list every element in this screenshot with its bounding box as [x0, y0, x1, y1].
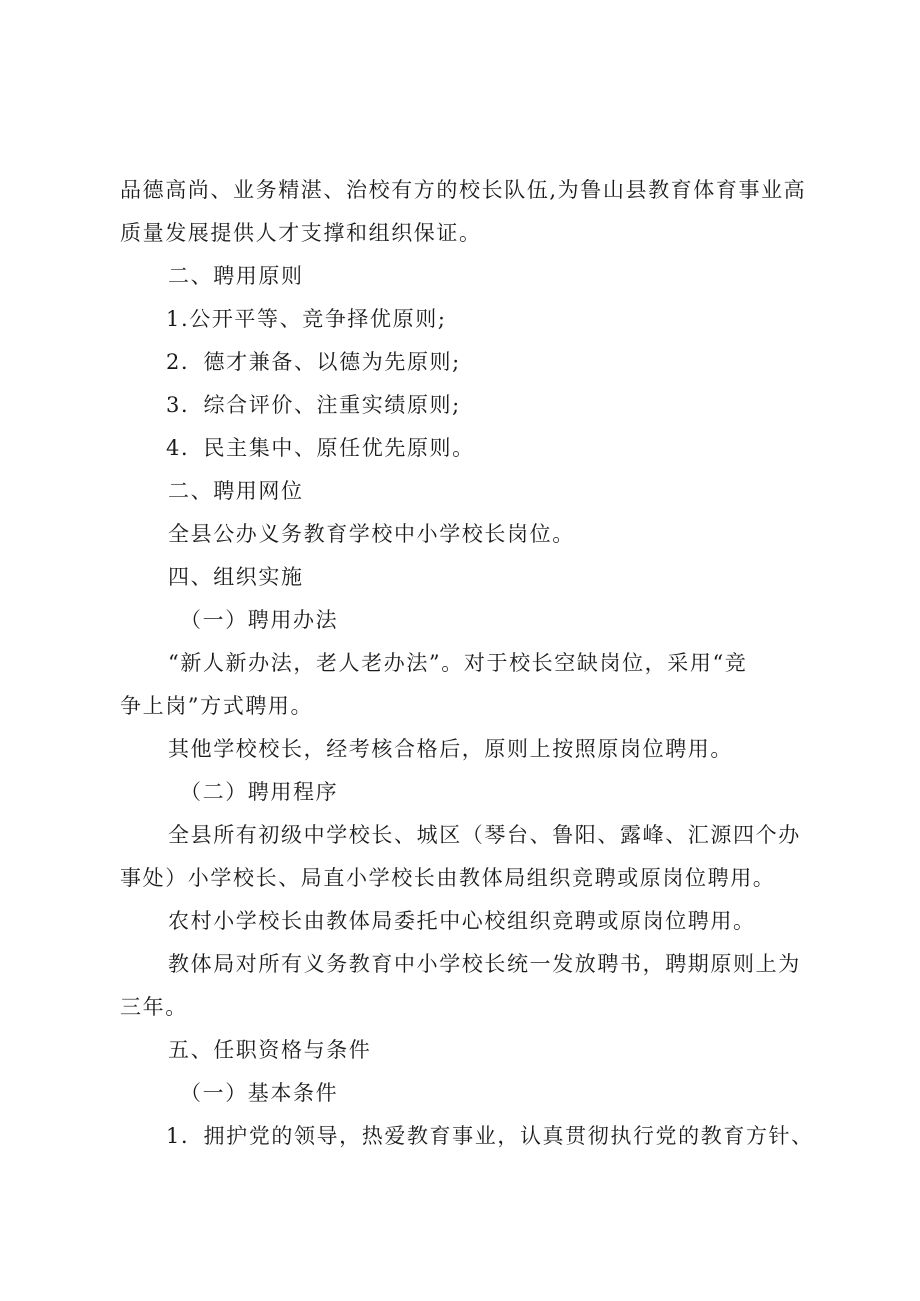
subsection-heading: （一）基本条件 — [180, 1081, 339, 1105]
section-heading: 二、聘用原则 — [168, 264, 304, 288]
paragraph-line: 争上岗”方式聘用。 — [120, 694, 314, 718]
subsection-heading: （二）聘用程序 — [180, 780, 339, 804]
paragraph-line: 其他学校校长，经考核合格后，原则上按照原岗位聘用。 — [168, 737, 733, 761]
section-heading: 二、聘用网位 — [168, 479, 304, 503]
paragraph-line: 质量发展提供人才支撑和组织保证。 — [120, 221, 482, 245]
list-item: 3．综合评价、注重实绩原则; — [166, 393, 461, 417]
paragraph-line: “新人新办法，老人老办法”。对于校长空缺岗位，采用“竞 — [168, 651, 748, 675]
paragraph-line: 事处）小学校长、局直小学校长由教体局组织竞聘或原岗位聘用。 — [120, 866, 776, 890]
subsection-heading: （一）聘用办法 — [180, 608, 339, 632]
paragraph-line: 品德高尚、业务精湛、治校有方的校长队伍,为鲁山县教育体育事业高 — [120, 178, 807, 202]
list-item: 1.公开平等、竞争择优原则; — [166, 307, 447, 331]
paragraph-line: 全县所有初级中学校长、城区（琴台、鲁阳、露峰、汇源四个办 — [168, 823, 801, 847]
paragraph-line: 农村小学校长由教体局委托中心校组织竞聘或原岗位聘用。 — [168, 909, 756, 933]
section-heading: 五、任职资格与条件 — [168, 1038, 372, 1062]
paragraph-line: 教体局对所有义务教育中小学校长统一发放聘书，聘期原则上为 — [168, 952, 801, 976]
section-heading: 四、组织实施 — [168, 565, 304, 589]
list-item: 2．德才兼备、以德为先原则; — [166, 350, 461, 374]
paragraph-line: 三年。 — [120, 995, 188, 1019]
list-item: 1．拥护党的领导，热爱教育事业，认真贯彻执行党的教育方针、 — [166, 1124, 814, 1148]
paragraph-line: 全县公办义务教育学校中小学校长岗位。 — [168, 522, 575, 546]
list-item: 4．民主集中、原任优先原则。 — [166, 436, 475, 460]
